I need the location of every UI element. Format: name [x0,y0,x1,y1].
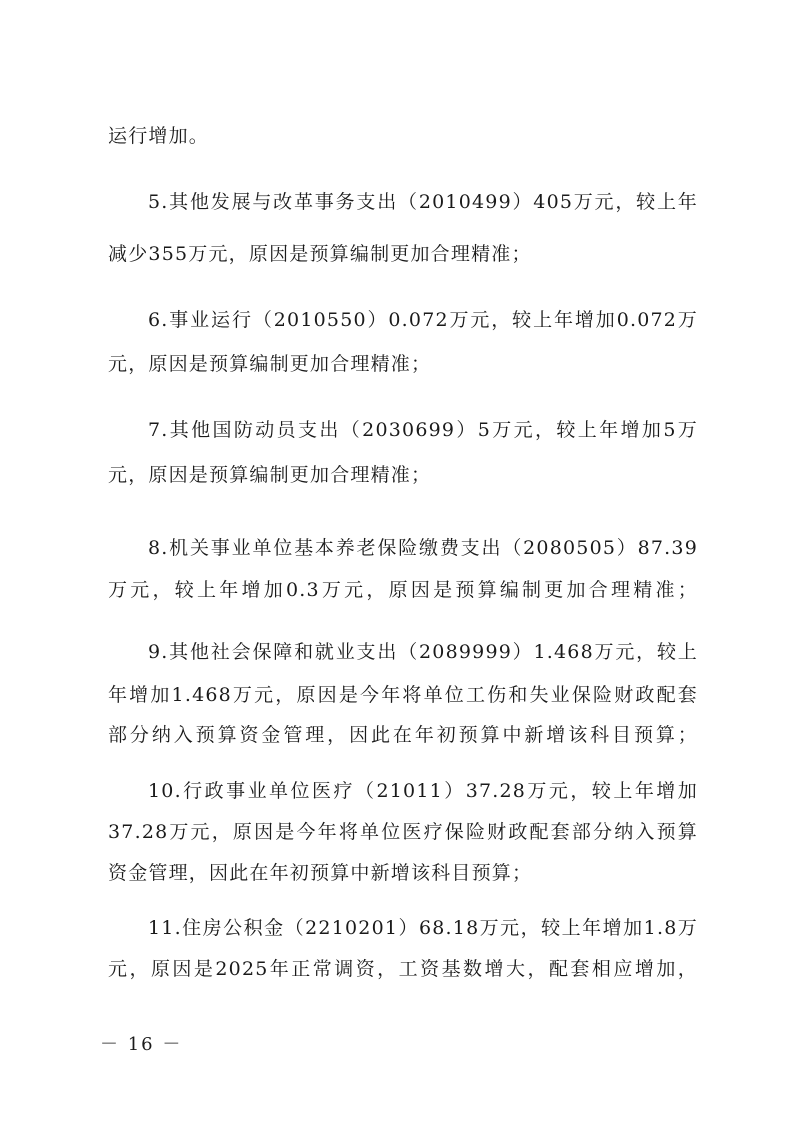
paragraph-7-line-1: 7.其他国防动员支出（2030699）5万元，较上年增加5万 [148,419,698,441]
paragraph-9-line-2: 年增加1.468万元，原因是今年将单位工伤和失业保险财政配套 [108,684,698,706]
paragraph-10-line-3: 资金管理，因此在年初预算中新增该科目预算； [108,862,533,884]
paragraph-6-line-2: 元，原因是预算编制更加合理精准； [108,353,432,375]
paragraph-8-line-2: 万元，较上年增加0.3万元，原因是预算编制更加合理精准； [108,579,698,601]
paragraph-11-line-2: 元，原因是2025年正常调资，工资基数增大，配套相应增加， [108,958,698,980]
paragraph-9-line-3: 部分纳入预算资金管理，因此在年初预算中新增该科目预算； [108,724,698,746]
paragraph-10-line-1: 10.行政事业单位医疗（21011）37.28万元，较上年增加 [148,780,698,802]
paragraph-5-line-1: 5.其他发展与改革事务支出（2010499）405万元，较上年 [148,191,698,213]
paragraph-7-line-2: 元，原因是预算编制更加合理精准； [108,464,432,486]
paragraph-8-line-1: 8.机关事业单位基本养老保险缴费支出（2080505）87.39 [148,537,698,559]
page-number: － 16 － [100,1034,183,1055]
text-line: 运行增加。 [108,125,210,147]
paragraph-9-line-1: 9.其他社会保障和就业支出（2089999）1.468万元，较上 [148,641,698,663]
paragraph-5-line-2: 减少355万元，原因是预算编制更加合理精准； [108,243,532,265]
paragraph-6-line-1: 6.事业运行（2010550）0.072万元，较上年增加0.072万 [148,309,698,331]
paragraph-11-line-1: 11.住房公积金（2210201）68.18万元，较上年增加1.8万 [148,917,698,939]
paragraph-10-line-2: 37.28万元，原因是今年将单位医疗保险财政配套部分纳入预算 [108,821,698,843]
